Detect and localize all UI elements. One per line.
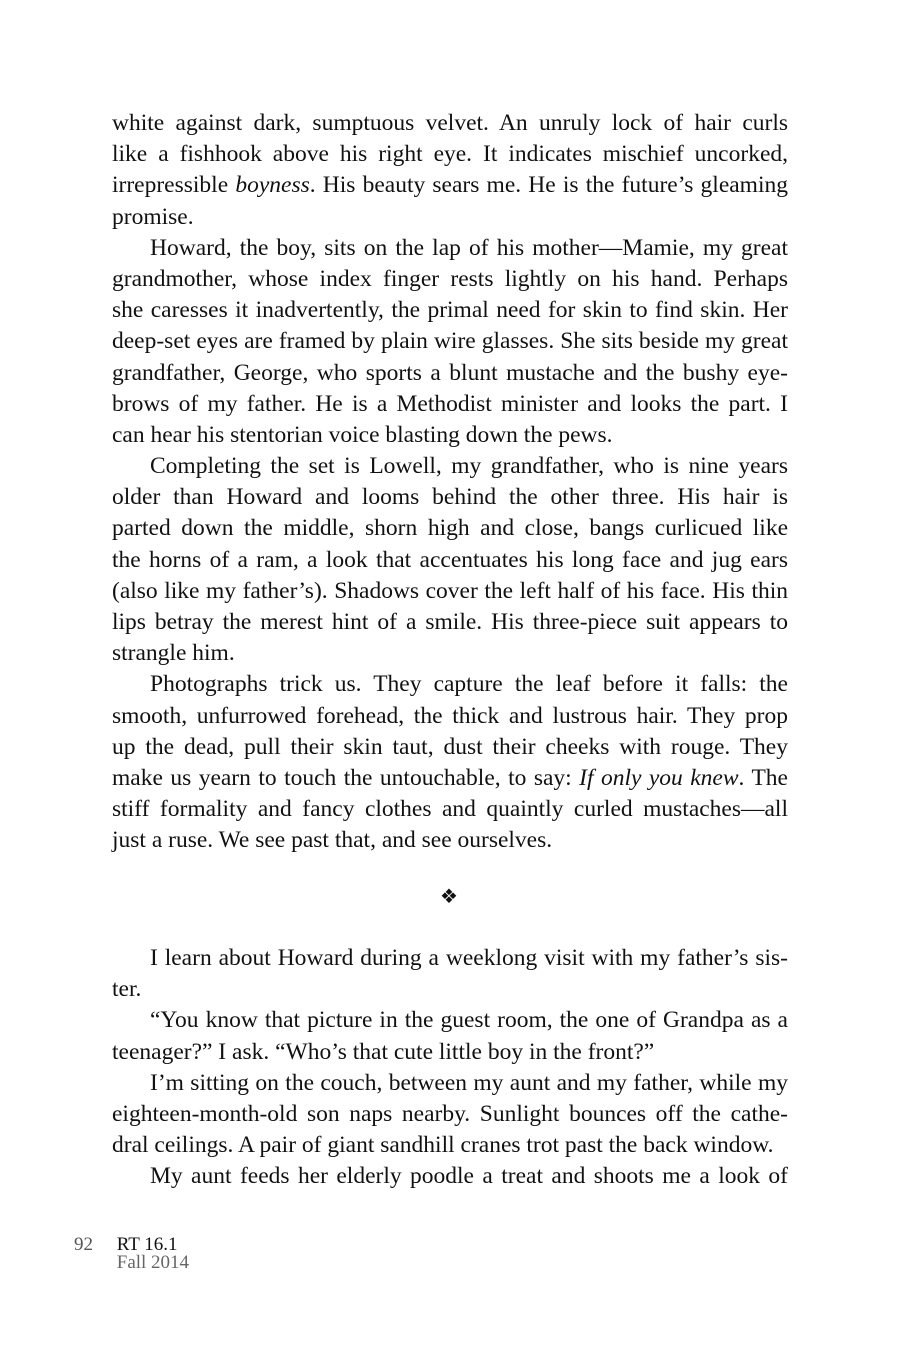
text-line: dral ceilings. A pair of giant sandhill cranes trot past the back window.: [112, 1132, 774, 1159]
text-line: brows of my father. He is a Methodist minister and looks the part. I: [112, 390, 788, 417]
section-break-ornament: ❖: [440, 886, 458, 908]
text-line: white against dark, sumptuous velvet. An unruly lock of hair curls: [112, 110, 788, 136]
text-line: smooth, unfurrowed forehead, the thick and lustrous hair. They prop: [112, 702, 788, 729]
page-footer: [74, 1236, 189, 1272]
text-line: up the dead, pull their skin taut, dust their cheeks with rouge. They: [112, 733, 788, 760]
text-line: lips betray the merest hint of a smile. His three-piece suit appears to: [112, 609, 788, 635]
text-line: My aunt feeds her elderly poodle a treat and shoots me a look of: [150, 1163, 788, 1190]
body-text-section-1: [112, 108, 788, 857]
text-line: make us yearn to touch the untouchable, to say: If only you knew. The: [112, 764, 788, 791]
text-line: parted down the middle, shorn high and close, bangs curlicued like: [112, 515, 788, 542]
text-line: Photographs trick us. They capture the leaf before it falls: the: [150, 671, 788, 698]
text-line: “You know that picture in the guest room, the one of Grandpa as a: [150, 1007, 788, 1034]
journal-info: [117, 1236, 189, 1272]
text-line: stiff formality and fancy clothes and quaintly curled mustaches—all: [112, 796, 788, 823]
text-line: eighteen-month-old son naps nearby. Sunlight bounces off the cathe-: [112, 1100, 788, 1127]
text-line: just a ruse. We see past that, and see ourselves.: [112, 827, 553, 854]
text-line: I learn about Howard during a weeklong visit with my father’s sis-: [150, 945, 788, 971]
text-line: deep-set eyes are framed by plain wire glasses. She sits beside my great: [112, 328, 788, 355]
page-number: 92: [74, 1234, 93, 1255]
text-line: can hear his stentorian voice blasting down the pews.: [112, 421, 613, 448]
italic-text: If only you knew: [579, 764, 739, 791]
text-line: irrepressible boyness. His beauty sears me. He is the future’s gleaming: [112, 172, 788, 199]
text-line: teenager?” I ask. “Who’s that cute little boy in the front?”: [112, 1038, 655, 1065]
text-line: promise.: [112, 203, 194, 230]
text-line: I’m sitting on the couch, between my aunt and my father, while my: [150, 1069, 788, 1096]
text-line: like a fishhook above his right eye. It indicates mischief uncorked,: [112, 141, 788, 168]
text-line: Howard, the boy, sits on the lap of his mother—Mamie, my great: [150, 234, 788, 261]
text-line: strangle him.: [112, 640, 235, 667]
text-line: grandmother, whose index finger rests lightly on his hand. Perhaps: [112, 265, 788, 292]
journal-volume: RT 16.1: [116, 1234, 178, 1255]
text-line: ter.: [112, 976, 142, 1003]
text-line: grandfather, George, who sports a blunt mustache and the bushy eye-: [112, 359, 788, 386]
journal-issue: Fall 2014: [116, 1252, 190, 1273]
body-text-section-2: [112, 943, 788, 1193]
italic-text: boyness: [235, 172, 310, 199]
text-line: she caresses it inadvertently, the primal need for skin to find skin. Her: [112, 297, 788, 324]
text-line: (also like my father’s). Shadows cover the left half of his face. His thin: [112, 577, 788, 604]
text-line: the horns of a ram, a look that accentuates his long face and jug ears: [112, 546, 788, 573]
text-line: Completing the set is Lowell, my grandfather, who is nine years: [150, 453, 788, 480]
text-line: older than Howard and looms behind the other three. His hair is: [112, 484, 788, 511]
